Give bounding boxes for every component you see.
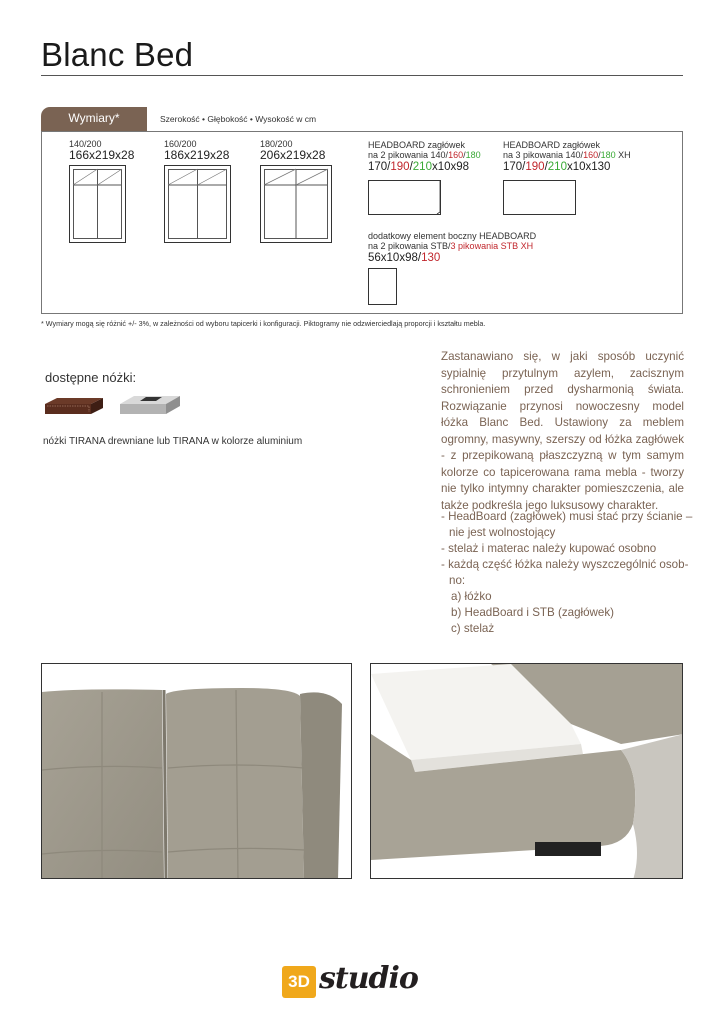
headboard-2-pictogram [368, 180, 441, 215]
list-item: - stelaż i materac należy kupować osobno [441, 542, 657, 555]
side-element-sub: na 2 pikowania STB/3 pikowania STB XH [368, 241, 534, 251]
bed-140-pictogram [69, 165, 126, 243]
bed-dims-label: 186x219x28 [164, 148, 230, 162]
bed-size-160 [164, 139, 229, 162]
headboard-2-sub: na 2 pikowania 140/160/180 [368, 150, 481, 160]
bed-size-140 [69, 139, 134, 162]
bed-size-label: 160/200 [164, 139, 197, 149]
list-item: nie jest wolnostojący [449, 526, 556, 539]
bed-corner-photo [370, 663, 683, 879]
list-item: a) łóżko [451, 590, 492, 603]
legs-caption: nóżki TIRANA drewniane lub TIRANA w kolorze aluminium [43, 436, 303, 447]
headboard-3-dims: 170/190/210x10x130 [503, 161, 611, 173]
bed-size-label: 140/200 [69, 139, 102, 149]
bed-dims-label: 166x219x28 [69, 148, 135, 162]
list-item: - każdą część łóżka należy wyszczególnić osob- [441, 558, 689, 571]
headboard-3-info [503, 140, 631, 174]
headboard-2-dims: 170/190/210x10x98 [368, 161, 470, 173]
notes-list [441, 509, 693, 637]
headboard-photo [41, 663, 352, 879]
title-divider [41, 75, 683, 76]
dimensions-footnote: * Wymiary mogą się różnić +/- 3%, w zależności od wyboru tapicerki i konfiguracji. Piktogramy nie odzwierciedlają proporcji i kształtu mebla. [41, 319, 486, 328]
leg-wood-image [43, 394, 105, 418]
dimensions-caption: Szerokość • Głębokość • Wysokość w cm [160, 114, 317, 124]
bed-size-180 [260, 139, 325, 162]
headboard-2-info [368, 140, 481, 174]
headboard-3-pictogram [503, 180, 576, 215]
side-element-dims: 56x10x98/130 [368, 252, 441, 264]
page-title: Blanc Bed [41, 36, 194, 73]
headboard-2-title: HEADBOARD zagłówek [368, 140, 466, 150]
leg-aluminium-image [118, 392, 182, 418]
list-item: - HeadBoard (zagłówek) musi stać przy ścianie – [441, 510, 693, 523]
headboard-3-title: HEADBOARD zagłówek [503, 140, 601, 150]
bed-size-label: 180/200 [260, 139, 293, 149]
product-description: Zastanawiano się, w jaki sposób uczynić sypialnię przytulnym azylem, zacisznym schronieniem przed dysharmonią świata. Rozwiązanie przynosi nowoczesny model łóżka Blanc Bed. Ustawiony za meblem ogromny, masywny, szerszy od łóżka zagłówek - z przepikowaną płaszczyzną w tym samym kolorze co tapicerowana rama mebla - tworzy nie tylko intymny charakter pomieszczenia, ale także podkreśla jego luksusowy charakter. [441, 350, 684, 512]
logo-mark: 3D [282, 966, 316, 998]
bed-dims-label: 206x219x28 [260, 148, 326, 162]
bed-160-pictogram [164, 165, 231, 243]
side-element-info [368, 231, 536, 265]
side-element-title: dodatkowy element boczny HEADBOARD [368, 231, 537, 241]
headboard-3-sub: na 3 pikowania 140/160/180 XH [503, 150, 631, 160]
list-item: c) stelaż [451, 622, 495, 635]
legs-title: dostępne nóżki: [45, 370, 137, 385]
dimensions-tab: Wymiary* [41, 107, 147, 131]
list-item: b) HeadBoard i STB (zagłówek) [451, 606, 615, 619]
side-element-pictogram [368, 268, 397, 305]
bed-180-pictogram [260, 165, 332, 243]
logo-wordmark: studio [319, 961, 418, 996]
list-item: no: [449, 574, 466, 587]
